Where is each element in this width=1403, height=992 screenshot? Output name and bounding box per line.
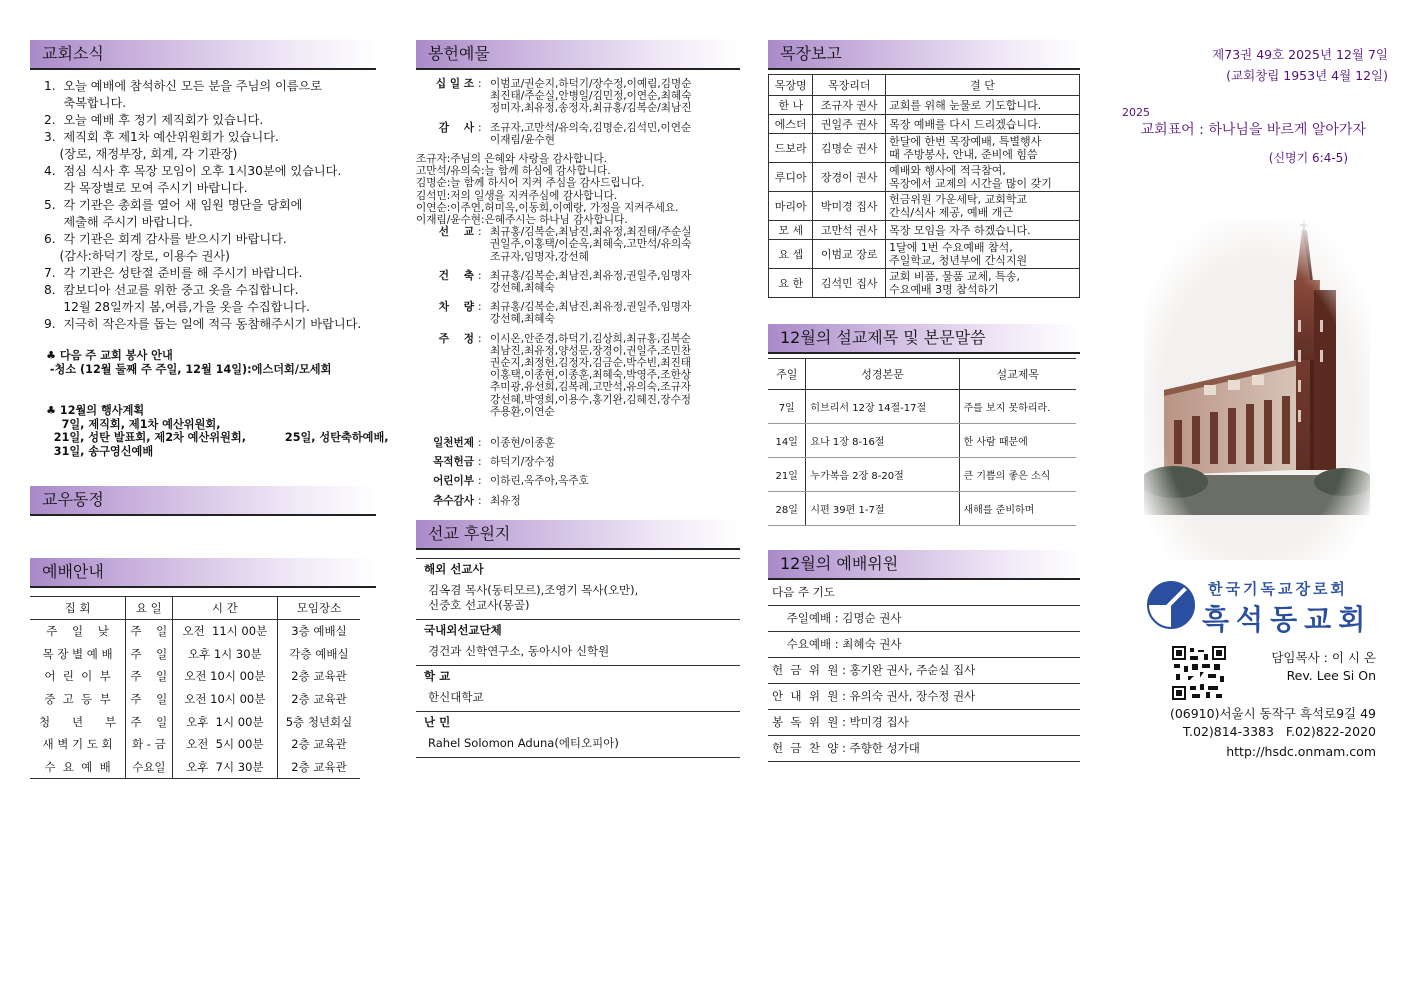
worship-cell: 주 일 xyxy=(126,710,173,733)
service-line: -청소 (12월 둘째 주 주일, 12월 14일):에스더회/모세회 xyxy=(46,362,332,376)
events-list xyxy=(46,417,389,459)
event-item: 21일, 성탄 발표회, 제2차 예산위원회, 25일, 성탄축하예배, xyxy=(46,431,389,444)
pastoral-row xyxy=(769,269,1080,298)
sermon-cell: 큰 기쁨의 좋은 소식 xyxy=(959,458,1076,492)
thanks-paragraph xyxy=(416,153,740,226)
issue-line: 제73권 49호 2025년 12월 7일 xyxy=(1212,47,1388,62)
column-news xyxy=(30,40,389,779)
worship-title: 예배안내 xyxy=(30,558,376,588)
worship-cell: 오후 7시 30분 xyxy=(172,756,277,779)
offering-label: 선 교 xyxy=(438,226,474,239)
pastoral-table-body xyxy=(769,96,1080,298)
worship-cell: 오후 1시 00분 xyxy=(172,710,277,733)
pastoral-cell: 목장 모임을 자주 하겠습니다. xyxy=(886,221,1080,240)
worship-header-cell: 요 일 xyxy=(126,597,173,620)
mission-body: Rahel Solomon Aduna(에티오피아) xyxy=(428,735,619,750)
offering-line: 최진태/주순실,안병일/김민정,이연순,최혜숙 xyxy=(490,90,692,103)
pastoral-cell: 예배와 행사에 적극참여, 목장에서 교제의 시간을 많이 갖기 xyxy=(886,163,1080,192)
offering-label: 어린이부 xyxy=(433,475,474,488)
thanks-line: 이재림/윤수현:은혜주시는 하나님 감사합니다. xyxy=(416,214,628,227)
worship-cell: 5층 청년회실 xyxy=(278,710,360,733)
mission-body: 한신대학교 xyxy=(428,689,484,704)
news-item: 1. 오늘 예배에 참석하신 모든 분을 주님의 이름으로 xyxy=(44,79,323,93)
worship-staff-item: 수요예배 : 최혜숙 권사 xyxy=(768,632,1080,658)
worship-cell: 각층 예배실 xyxy=(278,643,360,666)
thanks-line: 이연순:이주연,허미옥,이동희,이예랑, 가정을 지켜주세요. xyxy=(416,201,679,214)
worship-table xyxy=(30,596,360,779)
worship-cell: 주 일 xyxy=(126,620,173,643)
pastoral-cell: 모 세 xyxy=(769,221,813,240)
offering-names xyxy=(490,437,740,449)
worship-staff-list xyxy=(768,580,1080,762)
offering-line: 강선혜,최혜숙 xyxy=(490,313,555,326)
sermon-cell: 새해를 준비하며 xyxy=(959,492,1076,526)
pastoral-cell: 고만석 권사 xyxy=(813,221,886,240)
offering-label: 십 일 조 xyxy=(435,78,474,90)
event-item: 31일, 송구영신예배 xyxy=(46,444,154,458)
news-title: 교회소식 xyxy=(30,40,376,70)
offering-line: 최남진,최유정,양성문,장경이,권일주,조민찬 xyxy=(490,344,692,357)
sermon-cell: 한 사람 때문에 xyxy=(959,424,1076,458)
column-offerings xyxy=(416,40,740,758)
worship-table-body xyxy=(30,620,360,779)
worship-staff-item: 안 내 위 원 : 유의숙 권사, 장수정 권사 xyxy=(768,684,1080,710)
mission-list xyxy=(416,558,740,758)
pastoral-row xyxy=(769,115,1080,134)
offering-line: 하덕기/장수정 xyxy=(490,456,555,469)
sermon-cell: 누가복음 2장 8-20절 xyxy=(806,458,959,492)
mission-heading: 학 교 xyxy=(416,665,740,686)
pastor-ko: 담임목사 : 이 시 온 xyxy=(1271,650,1376,665)
pastoral-row xyxy=(769,96,1080,115)
denomination-name: 한국기독교장로회 xyxy=(1208,580,1348,598)
news-item: 7. 각 기관은 성탄절 준비를 해 주시기 바랍니다. xyxy=(44,266,303,280)
church-name: 흑석동교회 xyxy=(1202,603,1373,636)
offering-row xyxy=(416,301,740,325)
pastoral-cell: 헌금위원 가운세탁, 교회학교 간식/식사 제공, 예배 개근 xyxy=(886,192,1080,221)
offering-row xyxy=(416,122,740,146)
pastoral-cell: 교회를 위해 눈물로 기도합니다. xyxy=(886,96,1080,115)
worship-cell: 목 장 별 예 배 xyxy=(42,646,113,661)
offering-line: 이종현/이종훈 xyxy=(490,437,555,450)
pastoral-cell: 교회 비품, 물품 교체, 특송, 수요예배 3명 참석하기 xyxy=(886,269,1080,298)
sermon-header-cell: 성경본문 xyxy=(806,359,959,390)
worship-cell: 오후 1시 30분 xyxy=(172,643,277,666)
offering-line: 조규자,임명자,강선혜 xyxy=(490,250,589,263)
news-item: 축복합니다. xyxy=(44,96,127,110)
sermon-row xyxy=(768,458,1076,492)
worship-cell: 2층 교육관 xyxy=(278,756,360,779)
motto: 교회표어 : 하나님을 바르게 알아가자 xyxy=(1140,122,1366,138)
offering-row xyxy=(416,475,740,487)
sermon-table-body xyxy=(768,390,1076,526)
pastoral-cell: 요 한 xyxy=(769,269,813,298)
worship-cell: 2층 교육관 xyxy=(278,733,360,756)
offering-label: 건 축 xyxy=(438,269,474,282)
pastoral-cell: 이범교 장로 xyxy=(813,240,886,269)
motto-year: 2025 xyxy=(1122,106,1150,119)
offering-list-1 xyxy=(416,78,740,146)
worship-cell: 2층 교육관 xyxy=(278,688,360,711)
pastoral-header-cell: 목장명 xyxy=(769,75,813,96)
worship-row xyxy=(30,710,360,733)
pastoral-cell: 목장 예배를 다시 드리겠습니다. xyxy=(886,115,1080,134)
offering-colon: : xyxy=(478,437,482,450)
sermon-cell: 21일 xyxy=(768,458,806,492)
offering-names xyxy=(490,226,740,263)
sermon-table xyxy=(768,358,1076,526)
worship-row xyxy=(30,643,360,666)
news-item: (감사:하덕기 장로, 이용수 권사) xyxy=(44,249,230,263)
thanks-line: 김명순:늘 함께 하시어 지켜 주심을 감사드립니다. xyxy=(416,177,645,190)
worship-row xyxy=(30,733,360,756)
offering-colon: : xyxy=(478,301,482,314)
pastoral-header-cell: 결 단 xyxy=(886,75,1080,96)
news-item: 2. 오늘 예배 후 정기 제직회가 있습니다. xyxy=(44,113,264,127)
news-item: 12월 28일까지 봄,여름,가을 옷을 수집합니다. xyxy=(44,300,310,314)
worship-staff-item: 봉 독 위 원 : 박미경 집사 xyxy=(768,710,1080,736)
offering-line: 최유정 xyxy=(490,494,521,507)
worship-cell: 오전 10시 00분 xyxy=(172,665,277,688)
worship-table-header xyxy=(30,597,360,620)
offering-line: 강선혜,박영희,이용수,홍기완,김혜진,장수정 xyxy=(490,393,692,406)
pastoral-row xyxy=(769,192,1080,221)
mission-heading: 국내외선교단체 xyxy=(416,619,740,640)
church-phone: T.02)814-3383 F.02)822-2020 xyxy=(1182,724,1376,739)
worship-header-cell: 집 회 xyxy=(30,597,126,620)
worship-cell: 청 년 부 xyxy=(38,714,117,729)
offering-list-2 xyxy=(416,226,740,418)
event-item: 7일, 제직회, 제1차 예산위원회, xyxy=(46,417,221,431)
worship-cell: 2층 교육관 xyxy=(278,665,360,688)
worship-cell: 주 일 xyxy=(126,643,173,666)
pastor-en: Rev. Lee Si On xyxy=(1286,668,1376,683)
qr-code xyxy=(1172,646,1226,700)
news-item: 6. 각 기관은 회계 감사를 받으시기 바랍니다. xyxy=(44,232,287,246)
worship-cell: 수요일 xyxy=(126,756,173,779)
offering-row xyxy=(416,78,740,115)
pastoral-header-cell: 목장리더 xyxy=(813,75,886,96)
worship-cell: 화 - 금 xyxy=(126,733,173,756)
pastoral-cell: 한 나 xyxy=(769,96,813,115)
offering-label: 차 량 xyxy=(438,301,474,314)
offering-line: 추미광,유선희,김복례,고만석,유의숙,조규자 xyxy=(490,381,692,394)
offering-colon: : xyxy=(478,78,482,90)
offering-label: 주 정 xyxy=(438,332,474,345)
offering-line: 이범교/권순지,하덕기/장수정,이예림,김명순 xyxy=(490,78,692,90)
pastoral-row xyxy=(769,163,1080,192)
news-list xyxy=(30,78,376,333)
offering-colon: : xyxy=(478,332,482,345)
offering-line: 이하린,옥주아,옥주호 xyxy=(490,475,589,488)
offering-row xyxy=(416,437,740,449)
offering-title: 봉헌예물 xyxy=(416,40,740,70)
pastoral-cell: 장경이 권사 xyxy=(813,163,886,192)
offering-label: 목적헌금 xyxy=(433,456,474,469)
worship-header-cell: 시 간 xyxy=(172,597,277,620)
worship-cell: 오전 11시 00분 xyxy=(172,620,277,643)
pastoral-cell: 한달에 한번 목장예배, 특별행사 때 주방봉사, 안내, 준비에 힘씀 xyxy=(886,134,1080,163)
pastoral-row xyxy=(769,240,1080,269)
sermon-cell: 14일 xyxy=(768,424,806,458)
offering-names xyxy=(490,456,740,468)
pastoral-title: 목장보고 xyxy=(768,40,1080,70)
worship-row xyxy=(30,620,360,643)
offering-line: 주용환,이연순 xyxy=(490,405,555,418)
sermon-cell: 히브리서 12장 14절-17절 xyxy=(806,390,959,424)
offering-names xyxy=(490,475,740,487)
offering-colon: : xyxy=(478,475,482,488)
church-building-illustration xyxy=(1144,220,1370,560)
worship-staff-item: 주일예배 : 김명순 권사 xyxy=(768,606,1080,632)
offering-line: 이홍택,이종현,이종훈,최혜숙,박영주,조한상 xyxy=(490,369,692,382)
offering-names xyxy=(490,301,740,325)
mission-body: 김옥겸 목사(동티모르),조영기 목사(오만), 신중호 선교사(몽골) xyxy=(428,582,639,612)
offering-line: 강선혜,최혜숙 xyxy=(490,282,555,295)
pastoral-cell: 권일주 권사 xyxy=(813,115,886,134)
worship-cell: 오전 10시 00분 xyxy=(172,688,277,711)
worship-cell: 새 벽 기 도 회 xyxy=(42,737,113,752)
worship-cell: 어 린 이 부 xyxy=(44,669,111,684)
offering-row xyxy=(416,456,740,468)
sermon-row xyxy=(768,424,1076,458)
news-item: 3. 제직회 후 제1차 예산위원회가 있습니다. xyxy=(44,130,279,144)
thanks-line: 김석민:저의 일생을 지켜주심에 감사합니다. xyxy=(416,189,618,202)
church-logo xyxy=(1146,578,1396,638)
sermon-header-cell: 설교제목 xyxy=(959,359,1076,390)
fellowship-title: 교우동정 xyxy=(30,486,376,516)
sermon-cell: 요나 1장 8-16절 xyxy=(806,424,959,458)
thanks-line: 고만석/유의숙:늘 함께 하심에 감사합니다. xyxy=(416,165,611,178)
news-item: 4. 점심 식사 후 목장 모임이 오후 1시30분에 있습니다. xyxy=(44,164,342,178)
pastoral-cell: 드보라 xyxy=(769,134,813,163)
pastoral-table-header xyxy=(769,75,1080,96)
sermon-cell: 주를 보지 못하리라. xyxy=(959,390,1076,424)
pastoral-cell: 에스더 xyxy=(769,115,813,134)
sermon-table-header xyxy=(768,359,1076,390)
pastoral-cell: 김명순 권사 xyxy=(813,134,886,163)
offering-line: 권순지,최정헌,김정자,김금순,박수빈,최진태 xyxy=(490,357,692,370)
worship-row xyxy=(30,756,360,779)
events xyxy=(30,404,389,458)
worship-staff-title: 12월의 예배위원 xyxy=(768,550,1080,580)
mission-body: 경건과 신학연구소, 동아시아 신학원 xyxy=(428,643,610,658)
motto-verse: (신명기 6:4-5) xyxy=(1268,151,1348,165)
offering-names xyxy=(490,333,740,418)
offering-label: 일천번제 xyxy=(433,437,474,450)
offering-names xyxy=(490,495,740,507)
pastoral-cell: 조규자 권사 xyxy=(813,96,886,115)
pastoral-cell: 요 셉 xyxy=(769,240,813,269)
offering-label: 추수감사 xyxy=(433,494,474,507)
offering-row xyxy=(416,270,740,294)
founded-line: (교회창립 1953년 4월 12일) xyxy=(1226,68,1388,83)
offering-label: 감 사 xyxy=(438,121,474,134)
worship-cell: 오전 5시 00분 xyxy=(172,733,277,756)
church-emblem-icon xyxy=(1146,580,1196,630)
pastoral-row xyxy=(769,221,1080,240)
sermon-row xyxy=(768,390,1076,424)
worship-cell: 중 고 등 부 xyxy=(44,692,111,707)
worship-row xyxy=(30,665,360,688)
offering-line: 이시온,안준경,하덕기,김상희,최규홍,김복순 xyxy=(490,332,692,345)
offering-list-3 xyxy=(416,437,740,507)
offering-colon: : xyxy=(478,494,482,507)
events-title: ♣ 12월의 행사계획 xyxy=(46,404,145,417)
thanks-line: 조규자:주님의 은혜와 사랑을 감사합니다. xyxy=(416,153,608,166)
pastoral-row xyxy=(769,134,1080,163)
offering-names xyxy=(490,122,740,146)
news-item: 8. 캄보디아 선교를 위한 중고 옷을 수집합니다. xyxy=(44,283,299,297)
offering-row xyxy=(416,495,740,507)
pastoral-cell: 루디아 xyxy=(769,163,813,192)
service-title: ♣ 다음 주 교회 봉사 안내 xyxy=(46,349,173,362)
sermon-row xyxy=(768,492,1076,526)
offering-row xyxy=(416,226,740,263)
pastoral-cell: 마리아 xyxy=(769,192,813,221)
worship-cell: 3층 예배실 xyxy=(278,620,360,643)
offering-names xyxy=(490,270,740,294)
mission-title: 선교 후원지 xyxy=(416,520,740,550)
sermon-cell: 7일 xyxy=(768,390,806,424)
offering-colon: : xyxy=(478,226,482,239)
mission-heading: 난 민 xyxy=(416,711,740,732)
worship-cell: 수 요 예 배 xyxy=(30,756,126,779)
offering-row xyxy=(416,333,740,418)
offering-colon: : xyxy=(478,456,482,469)
pastoral-cell: 1달에 1번 수요예배 참석, 주일학교, 청년부에 간식지원 xyxy=(886,240,1080,269)
service-notice xyxy=(30,349,376,376)
worship-cell: 주 일 xyxy=(126,665,173,688)
offering-line: 최규홍/김복순,최남진,최유정,최진태/주순실 xyxy=(490,226,692,239)
church-website[interactable]: http://hsdc.onmam.com xyxy=(1226,744,1376,759)
news-item: 9. 지극히 작은자를 돕는 일에 적극 동참해주시기 바랍니다. xyxy=(44,317,362,331)
worship-cell: 주 일 xyxy=(126,688,173,711)
news-item: 5. 각 기관은 총회를 열어 새 임원 명단을 당회에 xyxy=(44,198,303,212)
church-address: (06910)서울시 동작구 흑석로9길 49 xyxy=(1169,706,1376,721)
column-cover xyxy=(1108,44,1388,759)
worship-cell: 주 일 낮 xyxy=(46,624,109,639)
pastoral-table xyxy=(768,74,1080,298)
offering-names xyxy=(490,78,740,115)
news-item: (장로, 재정부장, 회계, 각 기관장) xyxy=(44,147,238,161)
news-item: 각 목장별로 모여 주시기 바랍니다. xyxy=(44,181,248,195)
worship-staff-item: 다음 주 기도 xyxy=(768,580,1080,606)
offering-colon: : xyxy=(478,121,482,134)
worship-header-cell: 모임장소 xyxy=(278,597,360,620)
sermon-cell: 시편 39편 1-7절 xyxy=(806,492,959,526)
mission-heading: 해외 선교사 xyxy=(416,558,740,579)
pastoral-cell: 김석민 집사 xyxy=(813,269,886,298)
offering-line: 권일주,이홍택/이순옥,최혜숙,고만석/유의숙 xyxy=(490,238,692,251)
sermon-header-cell: 주일 xyxy=(768,359,806,390)
pastoral-cell: 박미경 집사 xyxy=(813,192,886,221)
offering-line: 정미자,최유정,송정자,최규홍/김복순/최남진 xyxy=(490,102,692,115)
sermon-cell: 28일 xyxy=(768,492,806,526)
sermon-title: 12월의 설교제목 및 본문말씀 xyxy=(768,324,1080,354)
offering-line: 최규홍/김복순,최남진,최유정,권일주,임명자 xyxy=(490,301,692,314)
worship-staff-item: 헌 금 찬 양 : 주향한 성가대 xyxy=(768,736,1080,762)
news-item: 제출해 주시기 바랍니다. xyxy=(44,215,193,229)
worship-row xyxy=(30,688,360,711)
offering-line: 조규자,고만석/유의숙,김명순,김석민,이연순 xyxy=(490,121,692,134)
offering-line: 최규홍/김복순,최남진,최유정,권일주,임명자 xyxy=(490,269,692,282)
offering-colon: : xyxy=(478,269,482,282)
worship-staff-item: 헌 금 위 원 : 홍기완 권사, 주순실 집사 xyxy=(768,658,1080,684)
column-pastoral xyxy=(768,40,1080,762)
offering-line: 이재림/윤수현 xyxy=(490,133,555,146)
